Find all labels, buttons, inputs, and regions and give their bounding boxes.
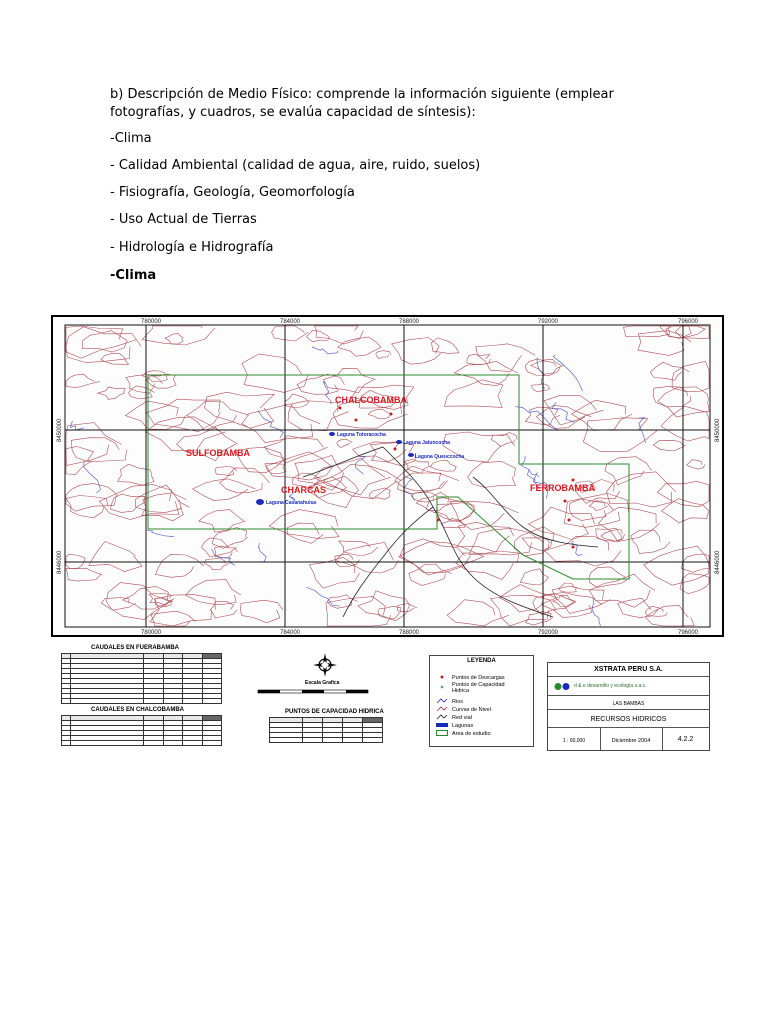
hydro-map: [51, 315, 724, 637]
lake-swatch-icon: [436, 722, 448, 730]
legend-title: LEYENDA: [467, 658, 496, 664]
consultant-name: d & e desarrollo y ecología s.a.c.: [574, 683, 647, 689]
map-number: 4.2.2: [677, 736, 694, 743]
table-fuerabamba: [61, 653, 222, 704]
map-legend: [429, 655, 534, 747]
list-item-uso-tierras: - Uso Actual de Tierras: [110, 212, 257, 227]
contour-lines: [66, 326, 709, 626]
place-charcas: CHARCAS: [281, 485, 326, 495]
table-chalcobamba: [61, 715, 222, 746]
x-coord-bottom-3: 788000: [399, 630, 420, 635]
y-coord-left-1: 8450000: [57, 418, 63, 442]
legend-item-capacidad: [436, 682, 522, 694]
table-title-fuerabamba: CAUDALES EN FUERABAMBA: [91, 645, 179, 651]
place-sulfobamba: SULFOBAMBA: [186, 448, 250, 458]
study-area-swatch-icon: [436, 730, 448, 738]
legend-label: Puntos de Descargas: [452, 675, 505, 681]
legend-item-area-estudio: [436, 730, 491, 738]
consultant-logo-icon: [554, 682, 570, 691]
y-coord-right-2: 8446000: [715, 550, 721, 574]
legend-item-lagunas: [436, 722, 473, 730]
lake-totoracocha-label: Laguna Totoracocha: [337, 432, 386, 438]
north-arrow-icon: [312, 652, 338, 678]
lake-queuccocha-label: Laguna Queuccocha: [415, 454, 465, 460]
project-name: LAS BAMBAS: [612, 701, 645, 707]
legend-label: Puntos de Capacidad Hidrica: [452, 682, 505, 694]
x-coord-bottom-1: 780000: [141, 630, 162, 635]
map-title: RECURSOS HIDRICOS: [590, 716, 667, 723]
legend-label: Red vial: [452, 715, 472, 721]
scale-bar: [257, 688, 387, 696]
scale-cell: [548, 728, 601, 750]
x-coord-bottom-5: 796000: [678, 630, 699, 635]
legend-label: Curvas de Nivel: [452, 707, 491, 713]
river-line-icon: [436, 698, 448, 706]
x-coord-top-4: 792000: [538, 319, 559, 325]
table-title-chalcobamba: CAUDALES EN CHALCOBAMBA: [91, 707, 184, 713]
list-item-clima: -Clima: [110, 131, 152, 146]
place-chalcobamba: CHALCOBAMBA: [335, 395, 407, 405]
map-number-cell: [662, 728, 709, 750]
intro-paragraph: [110, 86, 670, 122]
lake-jatuncocha-label: Laguna Jatuncocha: [403, 440, 450, 446]
road-line-icon: [436, 714, 448, 722]
capacity-point-icon: [436, 684, 448, 692]
legend-label: Lagunas: [452, 723, 474, 729]
info-row: [548, 728, 709, 750]
map-canvas: [53, 317, 722, 635]
road-network: [303, 447, 598, 617]
company-name: XSTRATA PERU S.A.: [548, 663, 709, 677]
legend-label: Area de estudio: [452, 731, 491, 737]
list-item-calidad-ambiental: - Calidad Ambiental (calidad de agua, aire, ruido, suelos): [110, 158, 481, 173]
date-value: Diciembre 2004: [611, 738, 651, 744]
legend-item-descargas: [436, 674, 505, 682]
legend-item-red-vial: [436, 714, 472, 722]
x-coord-bottom-4: 792000: [538, 630, 559, 635]
x-coord-top-3: 788000: [399, 319, 420, 325]
x-coord-bottom-2: 784000: [280, 630, 301, 635]
table-title-capacidad: PUNTOS DE CAPACIDAD HIDRICA: [285, 709, 384, 715]
legend-item-curvas: [436, 706, 491, 714]
intro-text: b) Descripción de Medio Físico: comprende la información siguiente (emplear fotografías, y cuadros, se evalúa capacidad de síntesis):: [110, 87, 614, 120]
section-heading-clima: -Clima: [110, 268, 157, 283]
title-row: [548, 710, 709, 728]
lake-casanahuisa-label: Laguna Casanahuisa: [266, 500, 317, 506]
legend-label: Rios: [452, 699, 464, 705]
contour-line-icon: [436, 706, 448, 714]
x-coord-top-1: 780000: [141, 319, 162, 325]
legend-item-rios: [436, 698, 463, 706]
y-coord-right-1: 8450000: [715, 418, 721, 442]
discharge-point-icon: [436, 674, 448, 682]
x-coord-top-2: 784000: [280, 319, 301, 325]
y-coord-left-2: 8446000: [57, 550, 63, 574]
date-cell: [600, 728, 663, 750]
scale-value: 1 : 60,000: [562, 738, 586, 744]
project-row: [548, 696, 709, 710]
scale-bar-label: Escala Grafica: [305, 680, 340, 686]
consultant-row: [548, 677, 709, 696]
table-capacidad-hidrica: [269, 717, 383, 743]
list-item-hidrologia: - Hidrología e Hidrografía: [110, 240, 274, 255]
list-item-fisiografia: - Fisiografía, Geología, Geomorfología: [110, 185, 355, 200]
x-coord-top-5: 796000: [678, 319, 699, 325]
map-title-block: [547, 662, 710, 751]
place-ferrobamba: FERROBAMBA: [530, 483, 595, 493]
